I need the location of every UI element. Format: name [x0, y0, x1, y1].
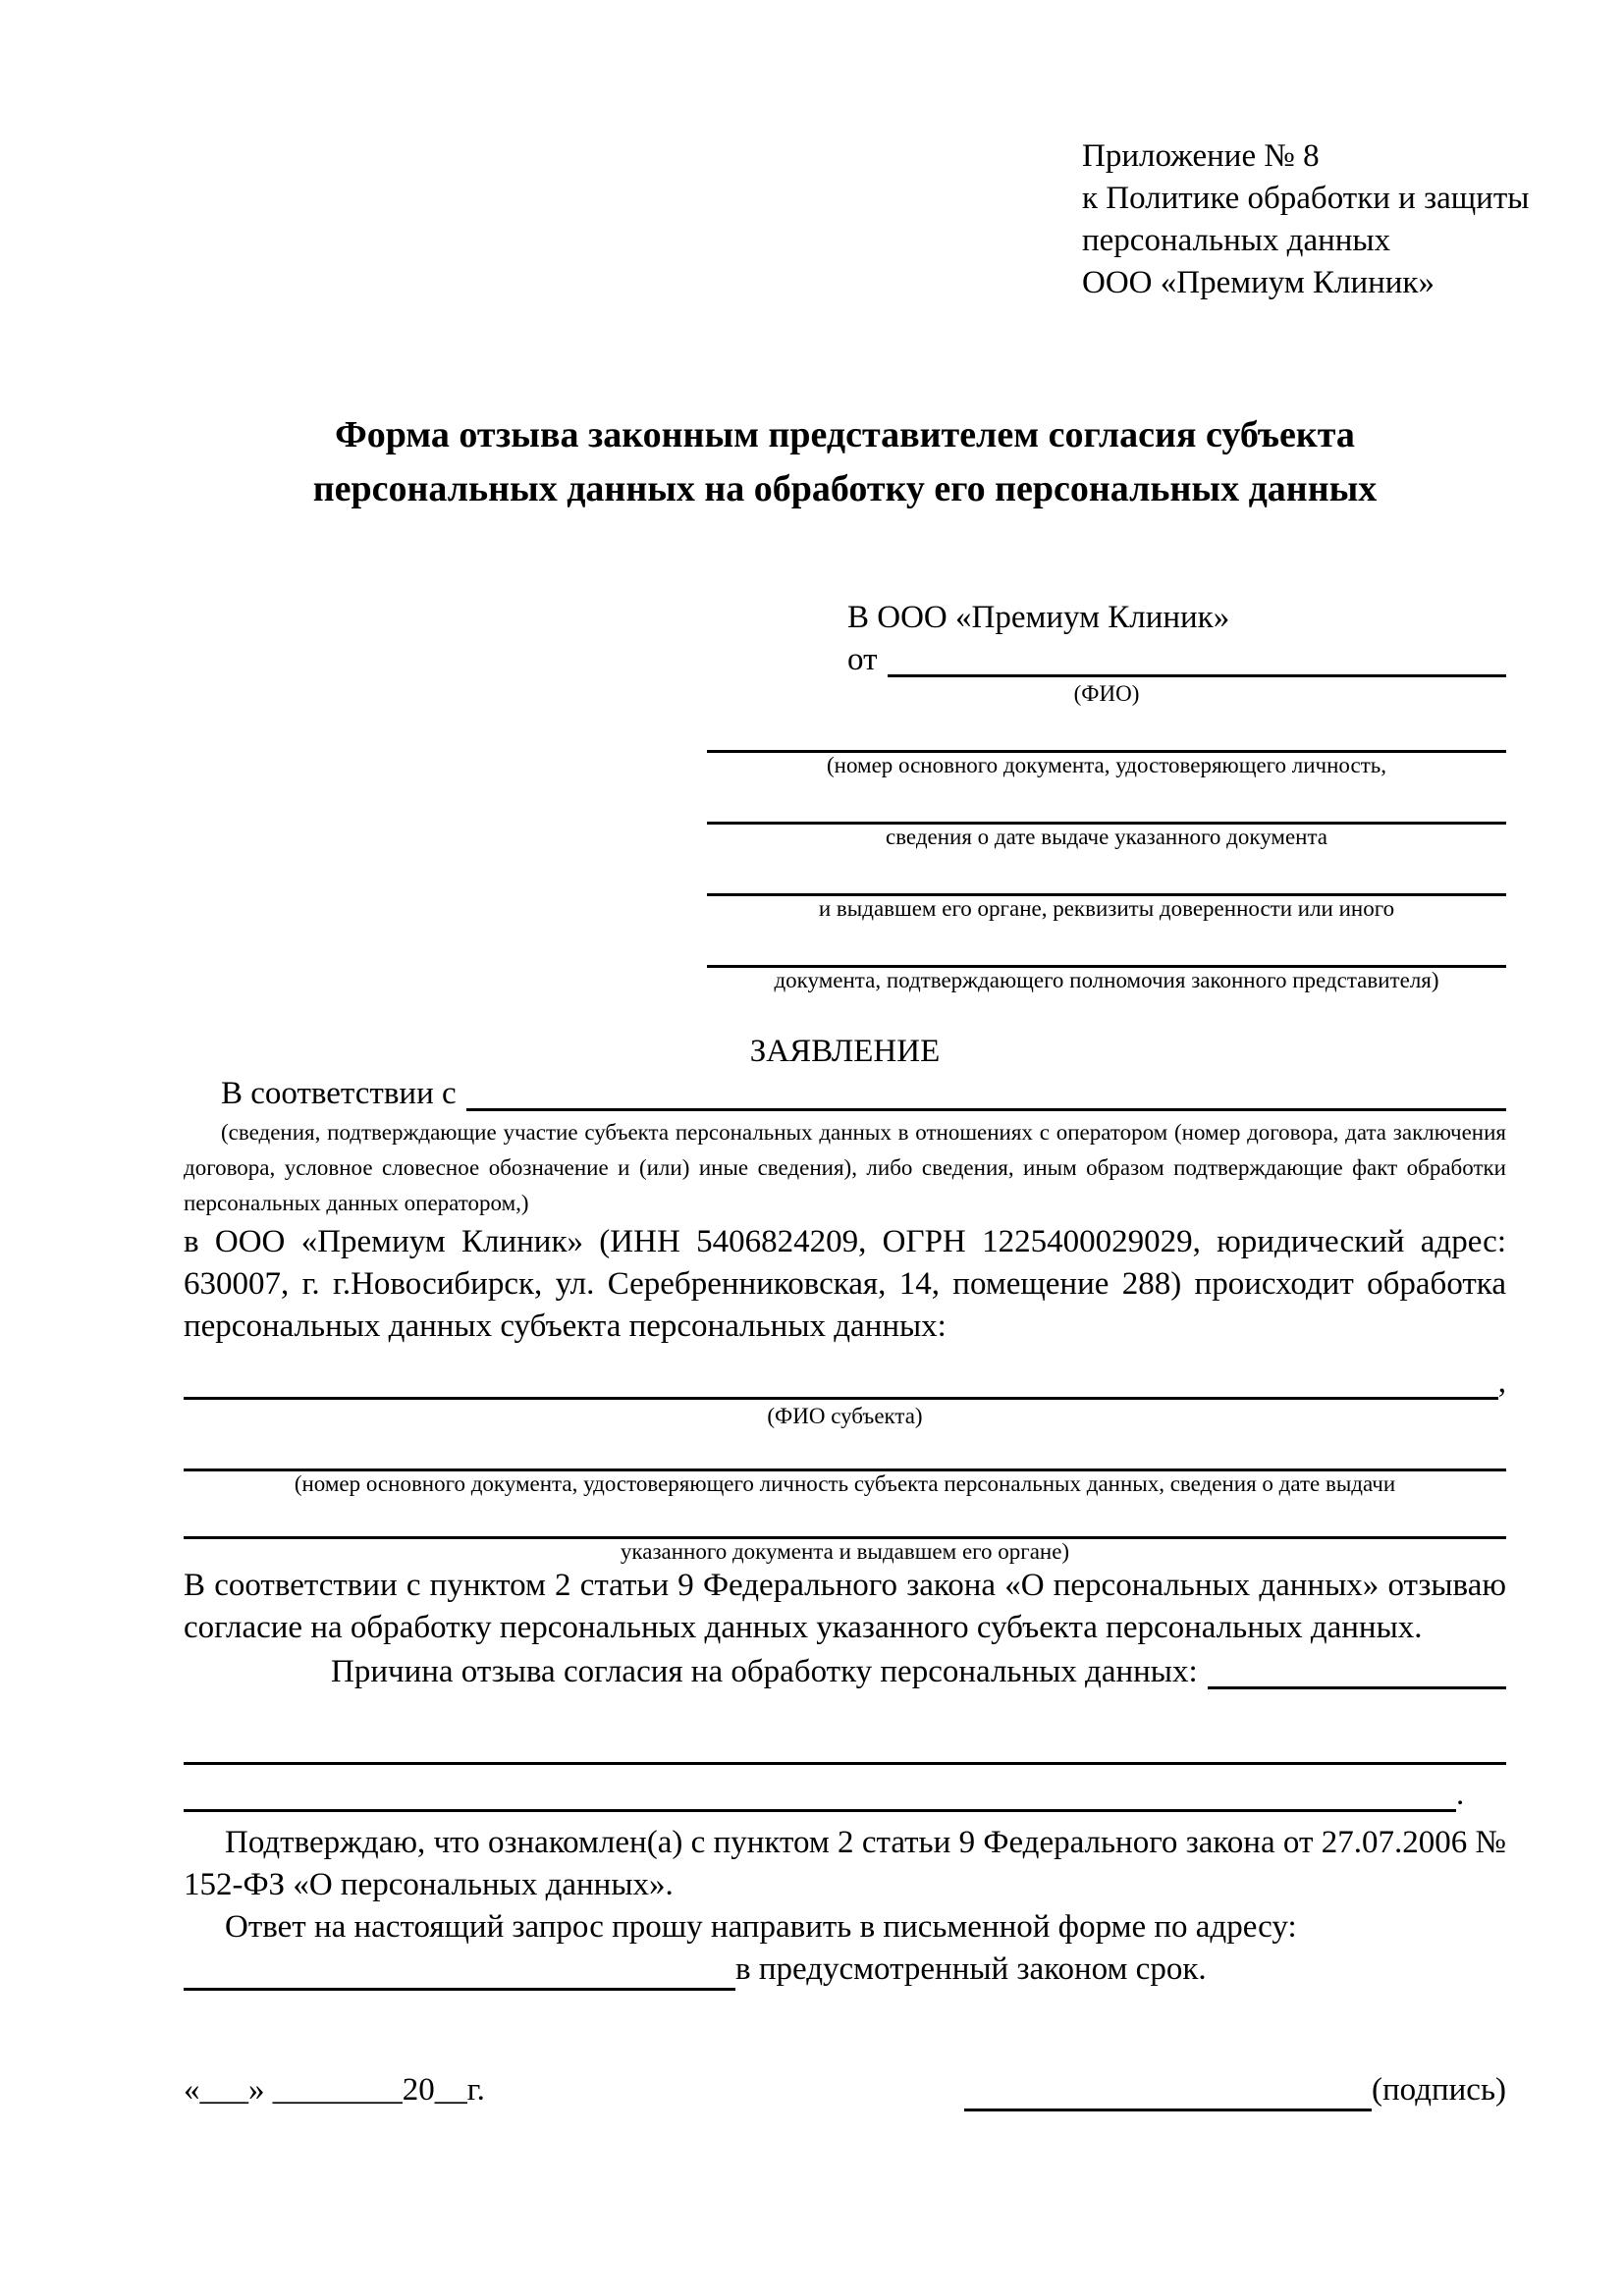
blank-line-caption: документа, подтверждающего полномочия законного представителя)	[774, 968, 1439, 992]
reason-blank-line-2-row	[184, 1777, 1506, 1812]
addressee-to: В ООО «Премиум Клиник»	[847, 600, 1230, 635]
operator-paragraph: в ООО «Премиум Клиник» (ИНН 5406824209, ОГРН 1225400029029, юридический адрес: 630007, г. г.Новосибирск, ул. Серебренниковская, 14, помещение 288) происходит обработка персональных данных субъекта персональных данных:	[184, 1224, 1506, 1344]
subject-authority-caption: указанного документа и выдавшем его органе)	[620, 1539, 1070, 1564]
subject-fio-blank-line	[184, 1397, 1498, 1400]
reason-row	[184, 1651, 1506, 1693]
appendix-header	[1082, 135, 1530, 304]
date-line: «___» ________20__г.	[184, 2072, 485, 2108]
appendix-header-line: персональных данных	[1082, 223, 1391, 258]
subject-fio-row	[184, 1362, 1506, 1404]
subject-blank-group	[184, 1441, 1506, 1497]
confirm-paragraph: Подтверждаю, что ознакомлен(а) с пунктом 2 статьи 9 Федерального закона от 27.07.2006 № 152-ФЗ «О персональных данных».	[184, 1825, 1506, 1902]
relation-details-caption: (сведения, подтверждающие участие субъекта персональных данных в отношениях с оператором (номер договора, дата заключения договора, условное словесное обозначение и (или) иные сведения), либо сведения, иным образом подтверждающие факт обработки персональных данных оператором,)	[184, 1120, 1506, 1215]
relation-details-blank-line	[466, 1108, 1506, 1111]
reason-label: Причина отзыва согласия на обработку персональных данных:	[331, 1654, 1198, 1689]
from-fio-blank-line	[888, 674, 1507, 677]
blank-line-period: .	[1456, 1777, 1465, 1812]
blank-line-caption: (номер основного документа, удостоверяющего личность,	[826, 753, 1386, 777]
reason-blank-line-1	[184, 1735, 1506, 1765]
withdrawal-paragraph: В соответствии с пунктом 2 статьи 9 Федерального закона «О персональных данных» отзываю согласие на обработку персональных данных указанного субъекта персональных данных.	[184, 1568, 1506, 1645]
reply-address-blank-line	[184, 1954, 735, 1991]
subject-block	[184, 1362, 1506, 1565]
addressee-blank-group	[707, 794, 1506, 850]
subject-blank-group	[184, 1509, 1506, 1565]
reply-address-row	[184, 1949, 1506, 1991]
statement-intro-row	[184, 1073, 1506, 1115]
fio-caption: (ФИО)	[1073, 681, 1140, 706]
subject-document-caption: (номер основного документа, удостоверяющего личность субъекта персональных данных, сведения о дате выдачи	[294, 1471, 1396, 1496]
reply-paragraph: Ответ на настоящий запрос прошу направить в письменной форме по адресу:	[225, 1909, 1297, 1945]
addressee-block	[707, 597, 1506, 993]
appendix-header-line: ООО «Премиум Клиник»	[1082, 265, 1435, 300]
authority-document-blank-line	[707, 937, 1506, 968]
appendix-header-line: Приложение № 8	[1082, 138, 1320, 174]
subject-authority-blank-line	[184, 1509, 1506, 1539]
addressee-blank-group	[707, 722, 1506, 778]
signature-caption: (подпись)	[1372, 2072, 1506, 2108]
statement-intro-prefix: В соответствии с	[221, 1076, 457, 1111]
subject-document-blank-line	[184, 1441, 1506, 1471]
subject-line-comma: ,	[1497, 1364, 1506, 1400]
addressee-blank-group	[707, 937, 1506, 993]
reply-suffix: в предусмотренный законом срок.	[735, 1951, 1207, 1987]
reason-blank-line-short	[1208, 1686, 1506, 1689]
footer-row	[184, 2069, 1506, 2111]
appendix-header-line: к Политике обработки и защиты	[1082, 181, 1530, 216]
issue-date-blank-line	[707, 794, 1506, 825]
document-title: Форма отзыва законным представителем согласия субъекта персональных данных на обработку его персональных данных	[312, 414, 1378, 509]
document-number-blank-line	[707, 722, 1506, 753]
signature-row	[964, 2069, 1506, 2111]
subject-fio-caption: (ФИО субъекта)	[767, 1404, 923, 1428]
blank-line-caption: и выдавшем его органе, реквизиты доверенности или иного	[818, 896, 1395, 921]
addressee-from-label: от	[847, 642, 878, 677]
statement-heading: ЗАЯВЛЕНИЕ	[749, 1034, 941, 1069]
signature-blank-line	[964, 2075, 1372, 2111]
issuing-authority-blank-line	[707, 866, 1506, 896]
reason-blank-line-2	[184, 1782, 1456, 1812]
addressee-from-row	[847, 639, 1506, 681]
blank-line-caption: сведения о дате выдаче указанного документа	[885, 825, 1328, 849]
addressee-blank-group	[707, 866, 1506, 922]
